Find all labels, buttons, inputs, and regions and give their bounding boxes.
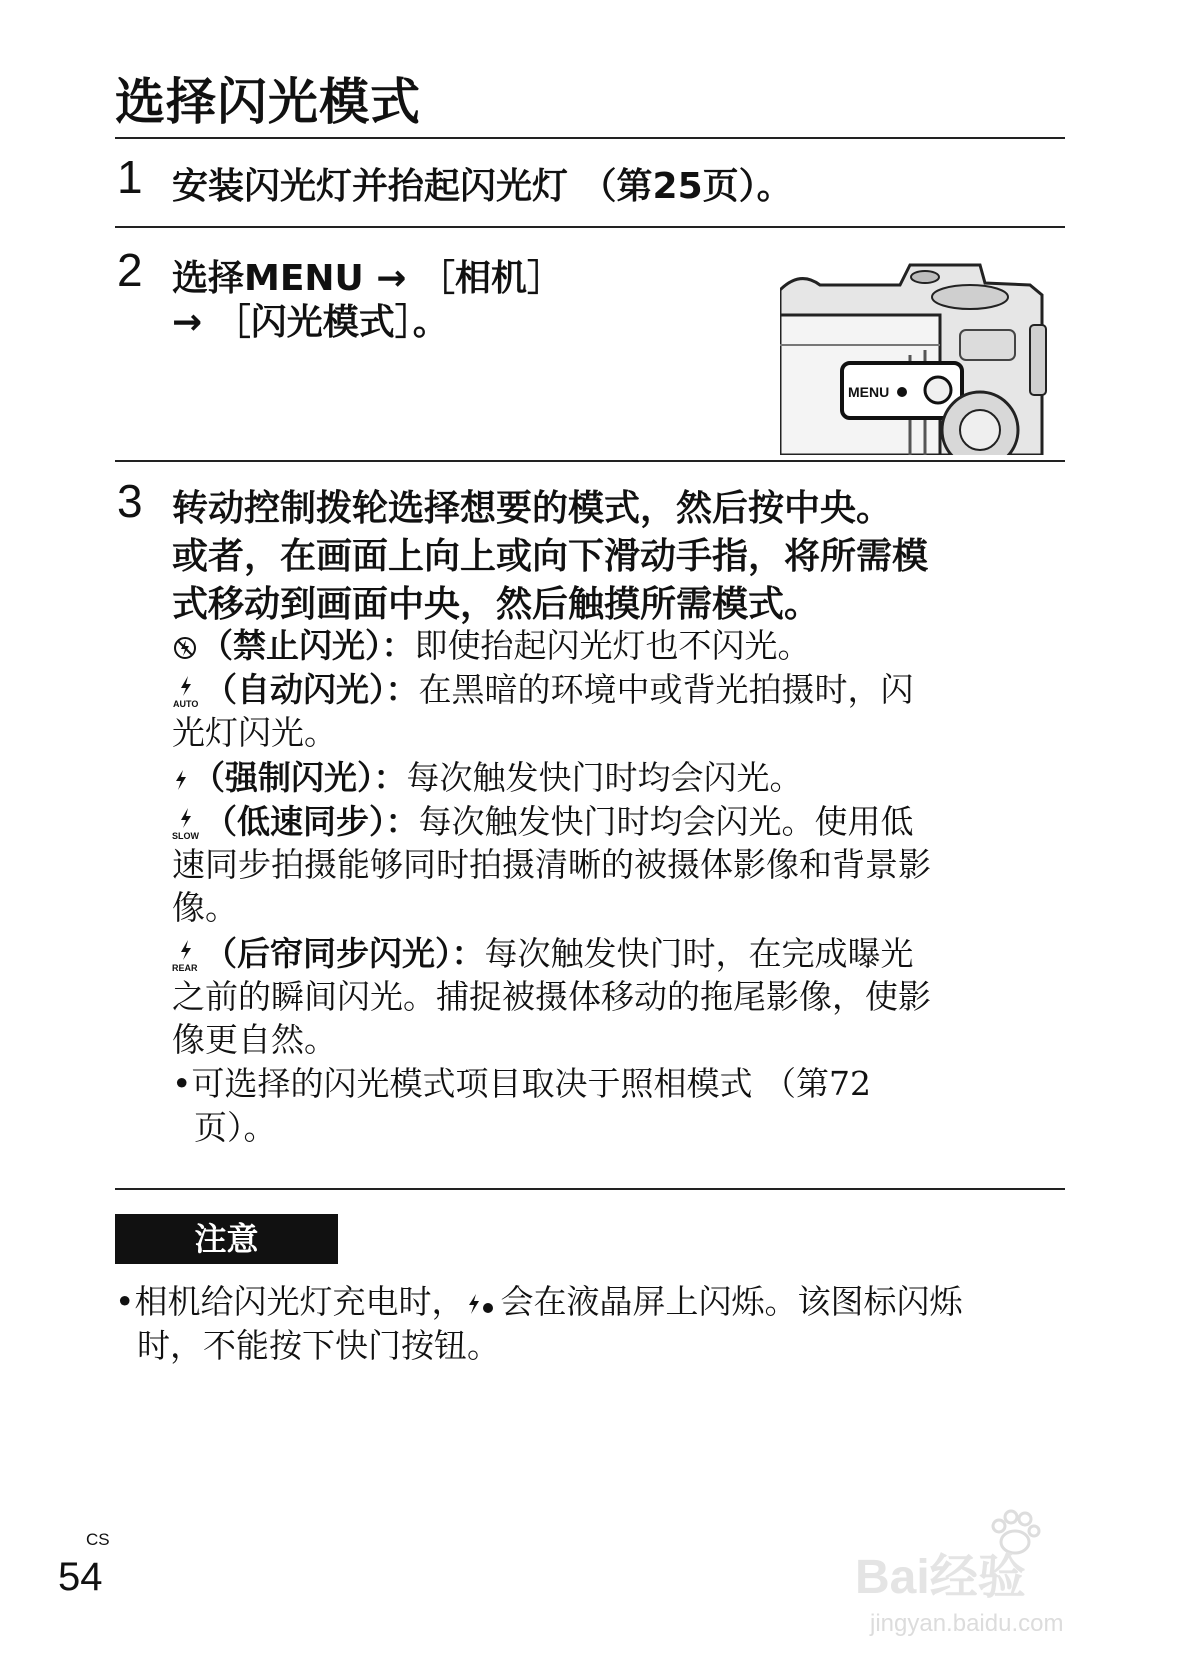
step-1-text: 安装闪光灯并抬起闪光灯 （第25页）。 <box>172 166 793 207</box>
flash-slow-icon <box>172 807 202 841</box>
bullet-dot: • <box>172 1064 192 1103</box>
step-2-number: 2 <box>117 244 143 296</box>
divider <box>115 460 1065 462</box>
divider <box>115 226 1065 228</box>
svg-text:SLOW: SLOW <box>172 830 199 841</box>
note-header: 注意 <box>115 1214 338 1264</box>
flash-off-icon <box>172 635 198 661</box>
divider <box>115 1188 1065 1190</box>
watermark-url: jingyan.baidu.com <box>870 1610 1064 1637</box>
step-3-line-3: 式移动到画面中央，然后触摸所需模式。 <box>172 584 821 625</box>
page-title: 选择闪光模式 <box>115 73 421 131</box>
svg-text:AUTO: AUTO <box>173 698 199 709</box>
note-line-2: 时，不能按下快门按钮。 <box>137 1326 500 1365</box>
page-number: 54 <box>58 1555 103 1599</box>
flash-auto-icon <box>172 675 202 709</box>
bullet-dot: • <box>115 1282 135 1321</box>
mode-flash-auto: AUTO （自动闪光）：在黑暗的环境中或背光拍摄时，闪 光灯闪光。 <box>172 670 914 752</box>
mode-flash-slow: SLOW （低速同步）：每次触发快门时均会闪光。使用低 速同步拍摄能够同时拍摄清晰的被摄体影像和背景影 像。 <box>172 802 931 927</box>
step-3-bullet-cont: 页）。 <box>194 1108 277 1147</box>
step-2-line-2: → ［闪光模式］。 <box>172 302 449 343</box>
step-3-number: 3 <box>117 475 143 527</box>
camera-illustration <box>780 255 1050 455</box>
mode-flash-off: （禁止闪光）：即使抬起闪光灯也不闪光。 <box>172 624 1052 667</box>
step-3-line-2: 或者，在画面上向上或向下滑动手指，将所需模 <box>172 536 929 577</box>
flash-charging-icon <box>464 1291 498 1317</box>
step-3-line-1: 转动控制拨轮选择想要的模式，然后按中央。 <box>172 488 893 529</box>
page-language-code: CS <box>86 1530 110 1549</box>
divider <box>115 137 1065 139</box>
step-2-line-1: 选择MENU → ［相机］ <box>172 258 564 299</box>
flash-fill-icon <box>172 767 190 793</box>
note-line-1: •相机给闪光灯充电时， 会在液晶屏上闪烁。该图标闪烁 <box>115 1282 963 1321</box>
menu-label: MENU <box>848 384 890 400</box>
watermark-brand: Bai经验 <box>855 1551 1026 1604</box>
step-3-bullet: •可选择的闪光模式项目取决于照相模式 （第72 <box>172 1064 871 1103</box>
svg-text:REAR: REAR <box>172 962 198 973</box>
mode-flash-rear: REAR （后帘同步闪光）：每次触发快门时，在完成曝光 之前的瞬间闪光。捕捉被摄体移动的拖尾影像，使影 像更自然。 <box>172 934 931 1059</box>
flash-rear-icon <box>172 939 202 973</box>
step-1-number: 1 <box>117 151 143 203</box>
mode-flash-fill: （强制闪光）：每次触发快门时均会闪光。 <box>172 756 1052 799</box>
